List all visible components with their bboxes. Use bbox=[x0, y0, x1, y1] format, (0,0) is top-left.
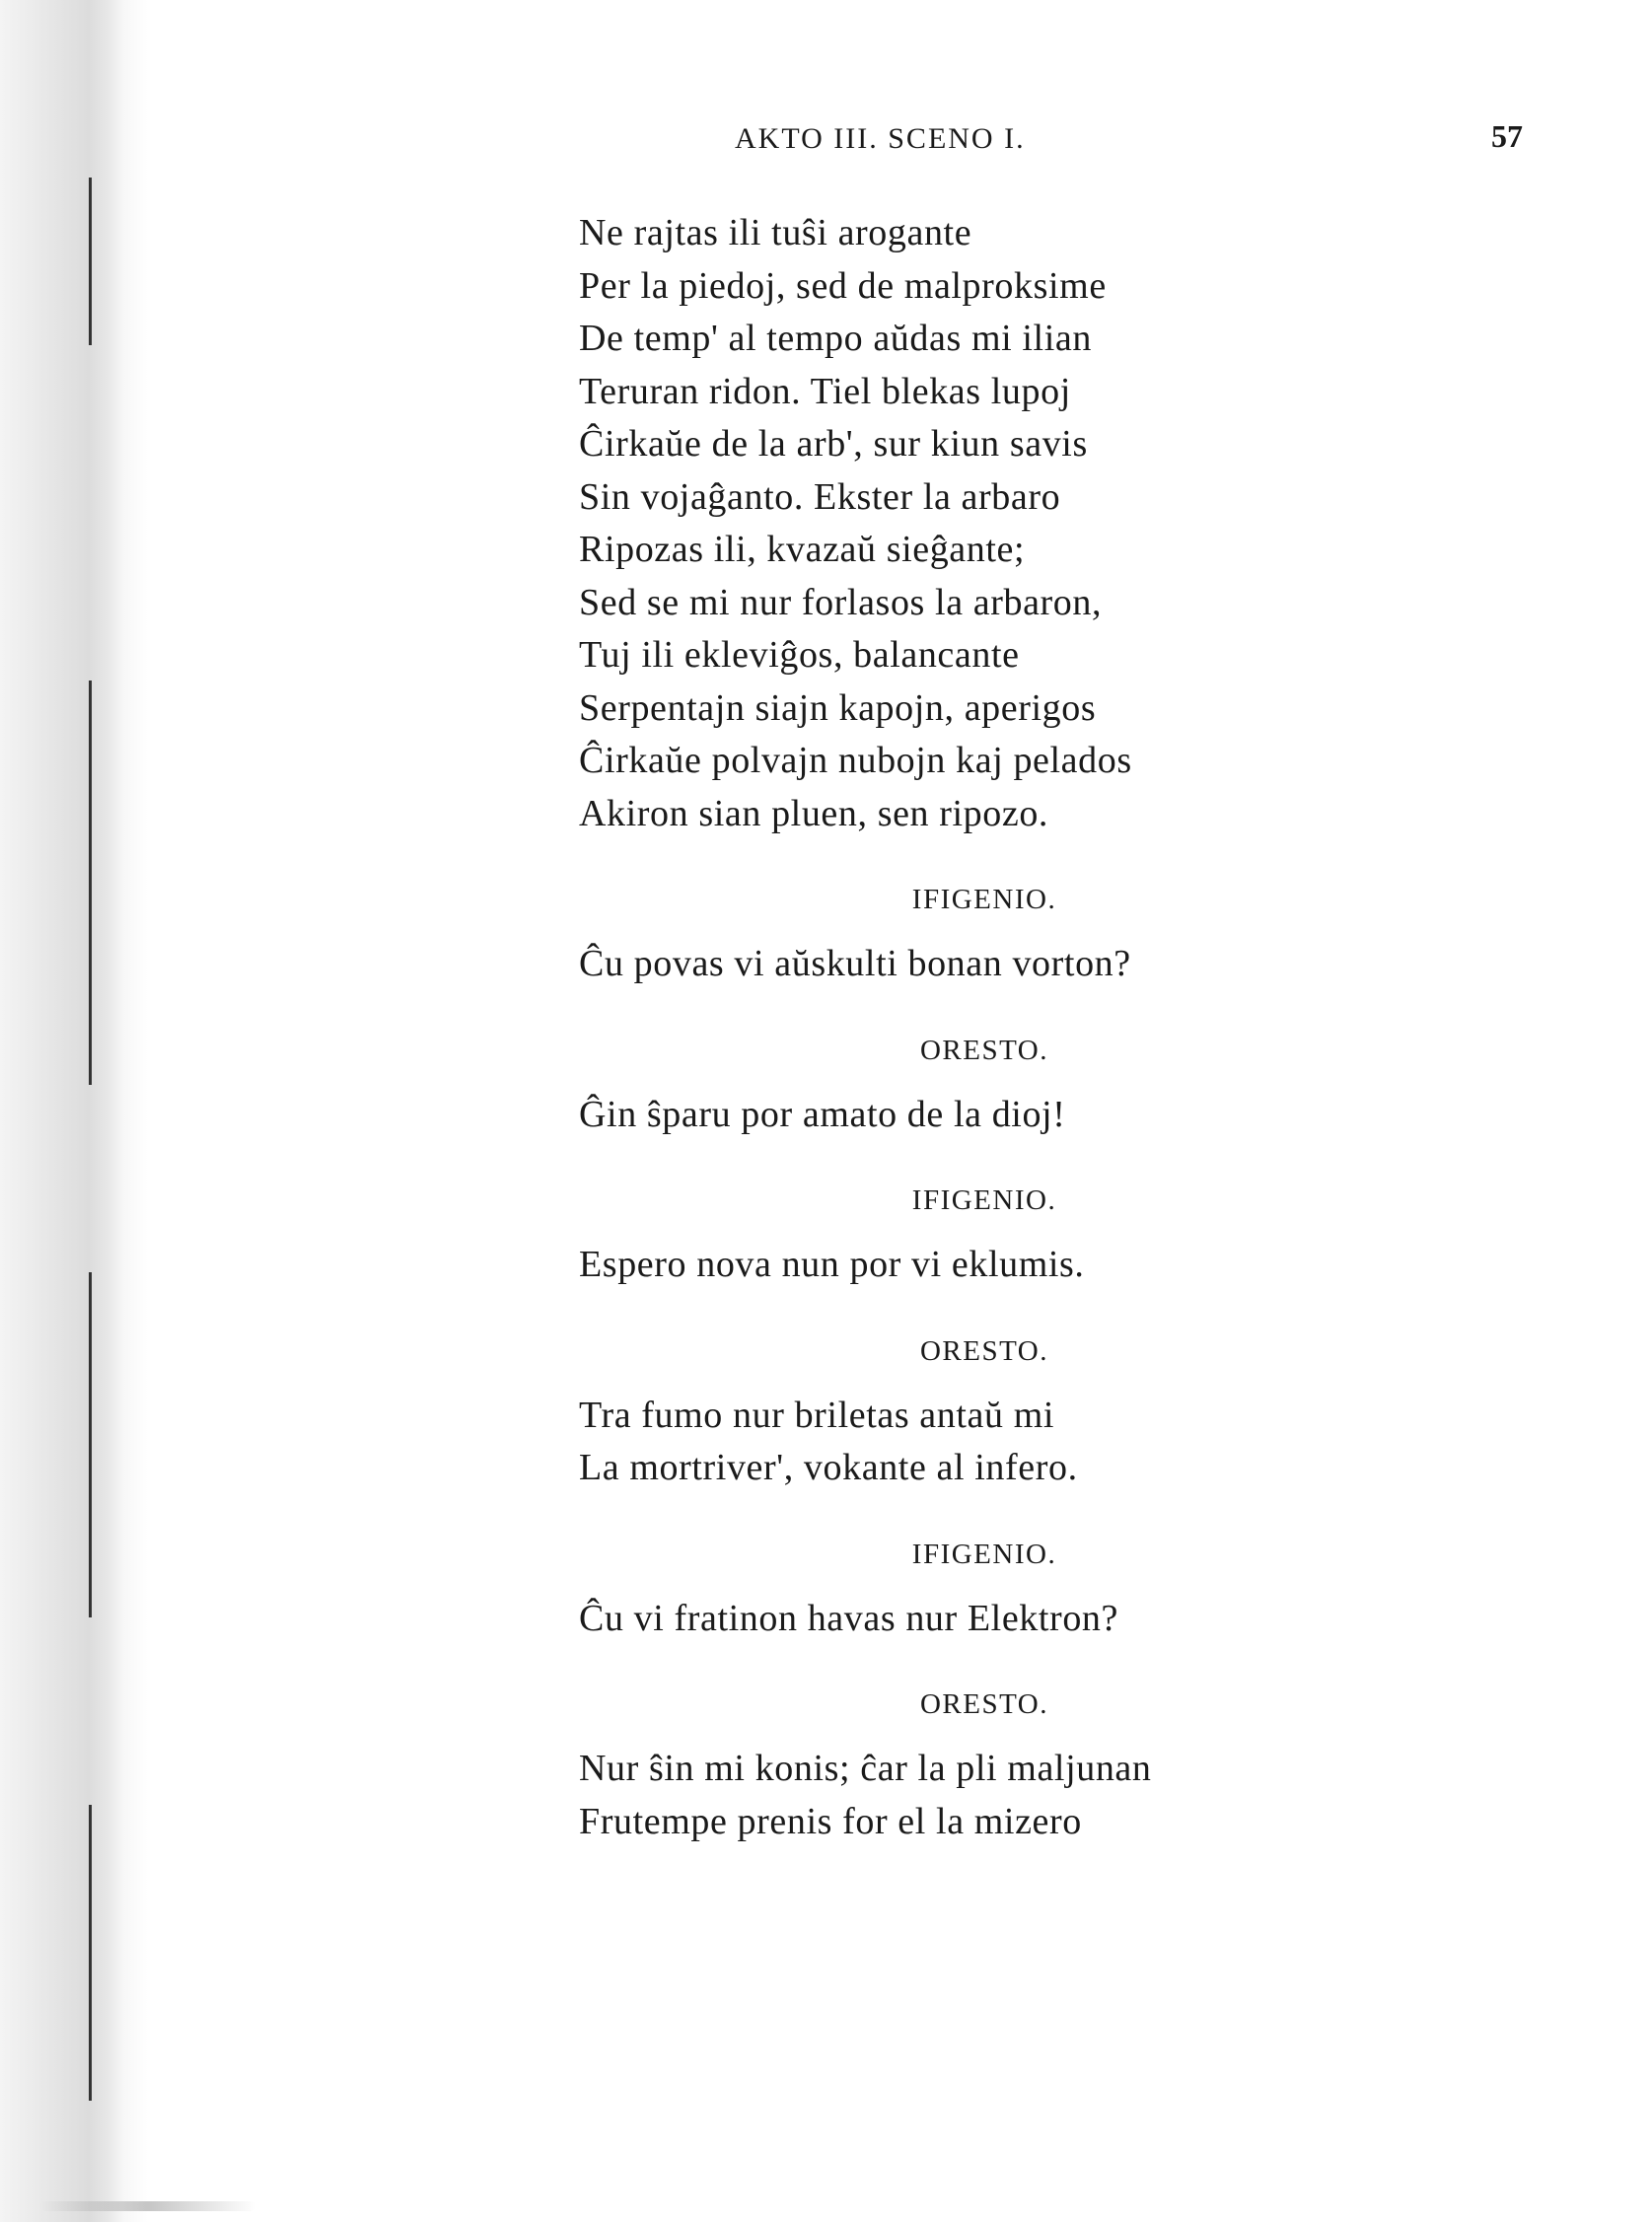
verse-line: Sed se mi nur forlasos la arbaron, bbox=[579, 581, 1103, 623]
binding-mark bbox=[89, 178, 92, 345]
verse-line: Ĉirkaŭe polvajn nubojn kaj pelados bbox=[579, 740, 1132, 781]
verse-line: Teruran ridon. Tiel blekas lupoj bbox=[579, 370, 1071, 412]
speaker-name: IFIGENIO. bbox=[911, 1184, 1057, 1216]
verse-line: Tuj ili ekleviĝos, balancante bbox=[579, 634, 1020, 676]
verse-line: Sin vojaĝanto. Ekster la arbaro bbox=[579, 475, 1061, 518]
verse-line: Frutempe prenis for el la mizero bbox=[579, 1800, 1082, 1842]
verse-line: Per la piedoj, sed de malproksime bbox=[579, 264, 1107, 307]
speaker-name: ORESTO. bbox=[919, 1334, 1048, 1367]
page-number: 57 bbox=[1491, 118, 1523, 154]
verse-line: Ĉu vi fratinon havas nur Elektron? bbox=[579, 1597, 1118, 1639]
binding-mark bbox=[89, 681, 92, 1085]
verse-line: Espero nova nun por vi eklumis. bbox=[579, 1244, 1085, 1285]
page-smudge bbox=[39, 2201, 256, 2211]
verse-line: Ĉirkaŭe de la arb', sur kiun savis bbox=[579, 423, 1088, 465]
binding-mark bbox=[89, 1272, 92, 1617]
verse-line: Ĉu povas vi aŭskulti bonan vorton? bbox=[579, 943, 1131, 984]
play-text bbox=[579, 207, 1447, 1848]
verse-line: Ripozas ili, kvazaŭ sieĝante; bbox=[579, 529, 1026, 570]
binding-mark bbox=[89, 1805, 92, 2101]
verse-line: La mortriver', vokante al infero. bbox=[579, 1447, 1078, 1488]
verse-line: De temp' al tempo aŭdas mi ilian bbox=[579, 318, 1092, 359]
verse-line: Ne rajtas ili tuŝi arogante bbox=[579, 212, 972, 253]
verse-line: Tra fumo nur briletas antaŭ mi bbox=[579, 1394, 1055, 1436]
page-header bbox=[0, 118, 1652, 168]
verse-line: Ĝin ŝparu por amato de la dioj! bbox=[579, 1093, 1066, 1135]
speaker-name: IFIGENIO. bbox=[911, 1538, 1057, 1570]
verse-line: Akiron sian pluen, sen ripozo. bbox=[579, 792, 1049, 834]
page-binding-edge bbox=[0, 0, 148, 2222]
running-head: AKTO III. SCENO I. bbox=[735, 122, 1026, 155]
speaker-name: IFIGENIO. bbox=[911, 884, 1057, 915]
speaker-name: ORESTO. bbox=[919, 1688, 1048, 1720]
verse-line: Serpentajn siajn kapojn, aperigos bbox=[579, 686, 1097, 729]
speaker-name: ORESTO. bbox=[919, 1034, 1048, 1066]
verse-line: Nur ŝin mi konis; ĉar la pli maljunan bbox=[579, 1748, 1152, 1789]
